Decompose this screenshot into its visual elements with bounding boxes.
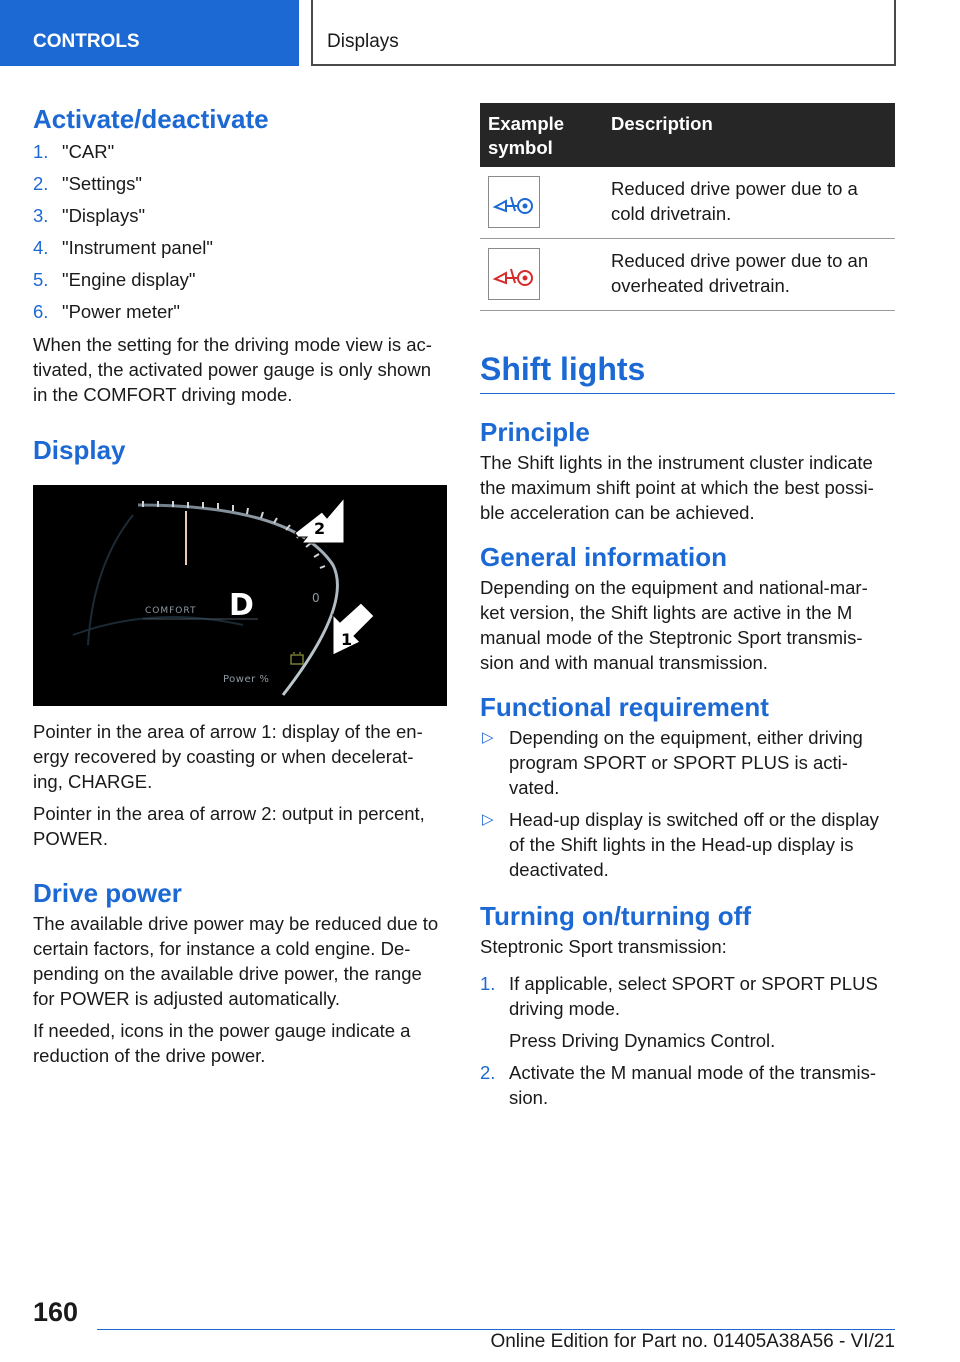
svg-text:2: 2 xyxy=(314,519,326,538)
step-text: Activate the M manual mode of the transmis‐ sion. xyxy=(509,1062,877,1108)
power-gauge-graphic xyxy=(33,485,447,706)
gear-indicator: D xyxy=(229,588,254,623)
list-item xyxy=(33,299,447,324)
principle-text: The Shift lights in the instrument cluster indicate the maximum shift point at which the best possi‐ ble acceleration can be achieved. xyxy=(480,452,874,523)
turning-steps xyxy=(480,971,895,1110)
footer-divider xyxy=(97,1329,895,1330)
list-item xyxy=(33,235,447,260)
cold-drivetrain-icon xyxy=(488,176,540,228)
power-meter-image xyxy=(33,485,447,706)
list-item xyxy=(33,203,447,228)
svg-text:1: 1 xyxy=(341,630,353,649)
zero-mark: 0 xyxy=(312,591,320,605)
triangle-bullet-icon: ▷ xyxy=(482,729,494,746)
step-text: "Instrument panel" xyxy=(62,237,213,258)
footer-edition: Online Edition for Part no. 01405A38A56 - VI/21 xyxy=(490,1331,895,1352)
shift-lights-heading-block xyxy=(480,349,895,394)
step-number: 2. xyxy=(480,1062,496,1083)
turning-intro: Steptronic Sport transmission: xyxy=(480,936,727,957)
display-para-2: Pointer in the area of arrow 2: output in percent, POWER. xyxy=(33,803,425,849)
column-header-symbol: Example symbol xyxy=(480,103,603,167)
step-text: "CAR" xyxy=(62,141,115,162)
heading-activate: Activate/deactivate xyxy=(33,104,269,134)
heading-principle: Principle xyxy=(480,417,590,447)
step-number: 6. xyxy=(33,301,49,322)
bullet-text: Depending on the equipment, either driving program SPORT or SPORT PLUS is acti‐ vated. xyxy=(509,727,863,798)
step-text: If applicable, select SPORT or SPORT PLUS driving mode. xyxy=(509,973,878,1019)
chapter-title: Displays xyxy=(311,0,896,66)
bullet-text: Head-up display is switched off or the display of the Shift lights in the Head-up display is deactivated. xyxy=(509,809,879,880)
step-text: "Engine display" xyxy=(62,269,196,290)
step-text: "Power meter" xyxy=(62,301,181,322)
general-information-text: Depending on the equipment and national-mar‐ ket version, the Shift lights are active in the M manual mode of the Steptronic Sport transmis‐ sion and with manual transmission. xyxy=(480,577,868,673)
activate-note: When the setting for the driving mode view is ac‐ tivated, the activated power gauge is only shown in the COMFORT driving mode. xyxy=(33,334,432,405)
heading-general-information: General information xyxy=(480,542,728,572)
step-text: "Settings" xyxy=(62,173,142,194)
mode-label: COMFORT xyxy=(145,606,197,616)
step-number: 5. xyxy=(33,269,49,290)
page-header xyxy=(0,0,960,66)
heading-drive-power: Drive power xyxy=(33,878,182,908)
table-header-row xyxy=(480,103,895,167)
table-row xyxy=(480,167,895,239)
functional-requirement-list xyxy=(480,725,895,882)
left-column xyxy=(33,100,447,1068)
display-para-1: Pointer in the area of arrow 1: display of the en‐ ergy recovered by coasting or when decelerat‐ ing, CHARGE. xyxy=(33,721,423,792)
row-description: Reduced drive power due to a cold drivetrain. xyxy=(603,167,895,239)
activate-steps xyxy=(33,139,447,324)
step-subtext: Press Driving Dynamics Control. xyxy=(509,1030,776,1051)
heading-turning-on-off: Turning on/turning off xyxy=(480,901,751,931)
list-item xyxy=(480,725,895,800)
section-tab: CONTROLS xyxy=(0,0,299,66)
table-row xyxy=(480,239,895,311)
list-item xyxy=(480,1060,895,1110)
step-text: "Displays" xyxy=(62,205,146,226)
step-number: 4. xyxy=(33,237,49,258)
list-item xyxy=(33,171,447,196)
column-header-description: Description xyxy=(603,103,895,167)
step-number: 2. xyxy=(33,173,49,194)
step-number: 1. xyxy=(33,141,49,162)
list-item xyxy=(480,807,895,882)
step-number: 1. xyxy=(480,973,496,994)
drive-power-para-1: The available drive power may be reduced due to certain factors, for instance a cold engine. De‐ pending on the available drive power, the range for POWER is adjusted automatically. xyxy=(33,913,439,1009)
row-description: Reduced drive power due to an overheated drivetrain. xyxy=(603,239,895,311)
step-number: 3. xyxy=(33,205,49,226)
drive-power-para-2: If needed, icons in the power gauge indicate a reduction of the drive power. xyxy=(33,1020,411,1066)
heading-display: Display xyxy=(33,435,126,465)
heading-functional-requirement: Functional requirement xyxy=(480,692,769,722)
heading-shift-lights: Shift lights xyxy=(480,351,646,387)
list-item xyxy=(33,267,447,292)
page-number: 160 xyxy=(33,1297,79,1327)
power-percent-label: Power % xyxy=(223,674,270,685)
list-item xyxy=(33,139,447,164)
triangle-bullet-icon: ▷ xyxy=(482,811,494,828)
symbol-table xyxy=(480,103,895,311)
list-item xyxy=(480,971,895,1053)
overheated-drivetrain-icon xyxy=(488,248,540,300)
right-column xyxy=(480,103,895,1110)
